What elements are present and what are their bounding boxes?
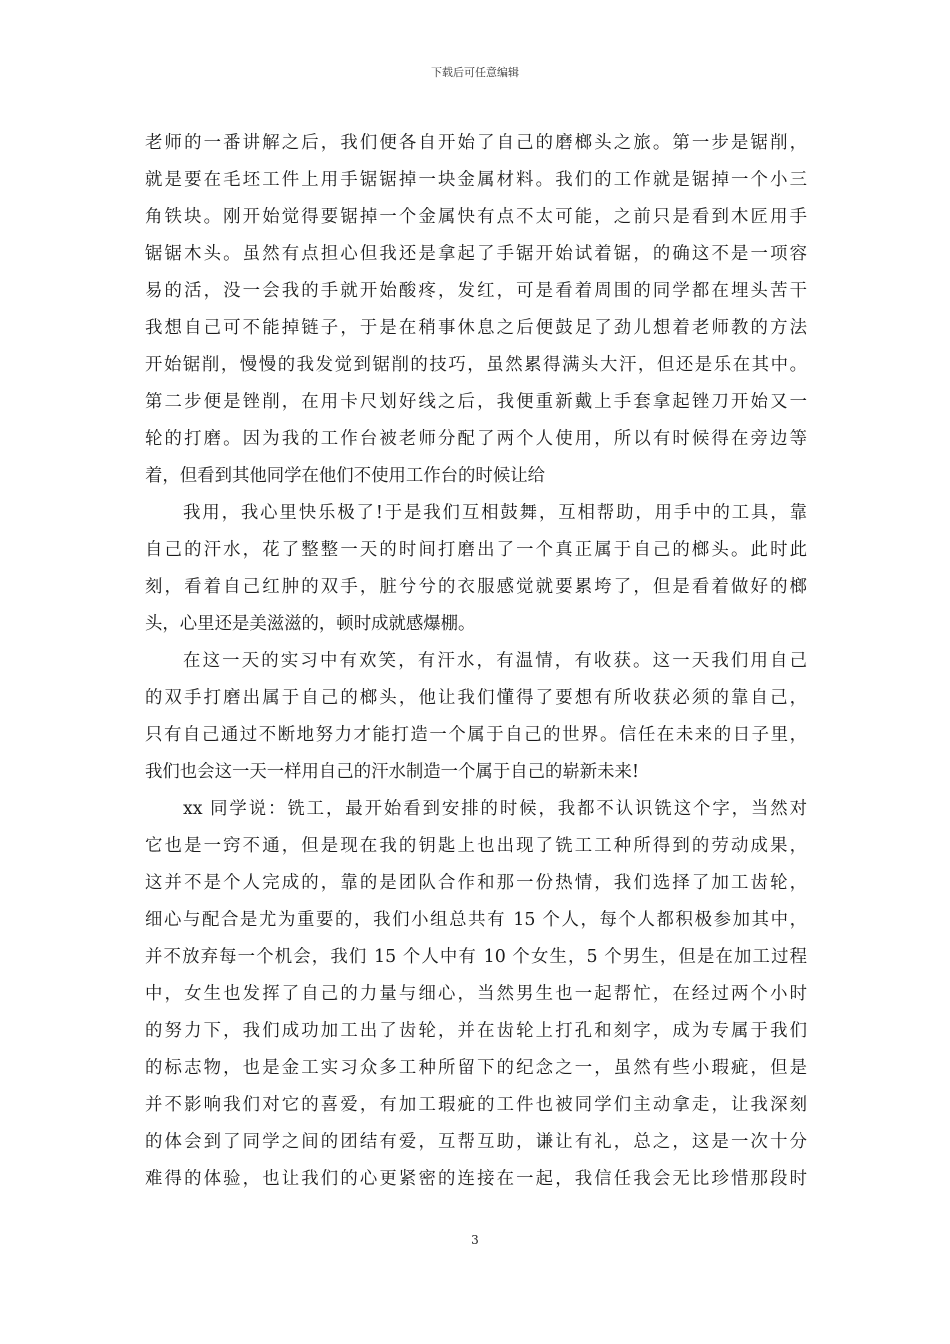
text-line: 角铁块。刚开始觉得要锯掉一个金属快有点不太可能，之前只是看到木匠用手 [145,207,807,227]
text-line: 轮的打磨。因为我的工作台被老师分配了两个人使用，所以有时候得在旁边等 [145,429,807,449]
paragraph [145,643,807,791]
page-number-text: 3 [471,1233,479,1247]
text-line: 我们也会这一天一样用自己的汗水制造一个属于自己的崭新未来! [145,762,639,782]
text-line: 这并不是个人完成的，靠的是团队合作和那一份热情，我们选择了加工齿轮， [145,873,807,893]
text-line: 并不影响我们对它的喜爱，有加工瑕疵的工件也被同学们主动拿走，让我深刻 [145,1095,807,1115]
paragraph [145,791,807,1198]
text-line: 第二步便是锉削，在用卡尺划好线之后，我便重新戴上手套拿起锉刀开始又一 [145,392,807,412]
text-line: 只有自己通过不断地努力才能打造一个属于自己的世界。信任在未来的日子里， [145,725,807,745]
page-header [0,66,950,80]
paragraph [145,495,807,643]
text-line: 我用，我心里快乐极了!于是我们互相鼓舞，互相帮助，用手中的工具，靠 [183,503,807,523]
text-line: 易的活，没一会我的手就开始酸疼，发红，可是看着周围的同学都在埋头苦干 [145,281,807,301]
text-line: 开始锯削，慢慢的我发觉到锯削的技巧，虽然累得满头大汗，但还是乐在其中。 [145,355,807,375]
text-line: 自己的汗水，花了整整一天的时间打磨出了一个真正属于自己的榔头。此时此 [145,540,807,560]
text-line: 的努力下，我们成功加工出了齿轮，并在齿轮上打孔和刻字，成为专属于我们 [145,1021,807,1041]
text-line: 的双手打磨出属于自己的榔头，他让我们懂得了要想有所收获必须的靠自己， [145,688,807,708]
text-line: 锯锯木头。虽然有点担心但我还是拿起了手锯开始试着锯，的确这不是一项容 [145,244,807,264]
text-line: 它也是一窍不通，但是现在我的钥匙上也出现了铣工工种所得到的劳动成果， [145,836,807,856]
text-line: xx 同学说：铣工，最开始看到安排的时候，我都不认识铣这个字，当然对 [183,799,807,819]
text-line: 细心与配合是尤为重要的，我们小组总共有 15 个人，每个人都积极参加其中， [145,910,807,930]
text-line: 的标志物，也是金工实习众多工种所留下的纪念之一，虽然有些小瑕疵，但是 [145,1058,807,1078]
text-line: 老师的一番讲解之后，我们便各自开始了自己的磨榔头之旅。第一步是锯削， [145,133,807,153]
text-line: 就是要在毛坯工件上用手锯锯掉一块金属材料。我们的工作就是锯掉一个小三 [145,170,807,190]
header-text: 下载后可任意编辑 [431,66,519,79]
page-number [0,1233,950,1247]
text-line: 我想自己可不能掉链子，于是在稍事休息之后便鼓足了劲儿想着老师教的方法 [145,318,807,338]
text-line: 头，心里还是美滋滋的，顿时成就感爆棚。 [145,614,476,634]
document-body [145,125,807,1198]
paragraph [145,125,807,495]
text-line: 中，女生也发挥了自己的力量与细心，当然男生也一起帮忙，在经过两个小时 [145,984,807,1004]
text-line: 并不放弃每一个机会，我们 15 个人中有 10 个女生，5 个男生，但是在加工过程 [145,947,807,967]
text-line: 的体会到了同学之间的团结有爱，互帮互助，谦让有礼，总之，这是一次十分 [145,1132,807,1152]
text-line: 难得的体验，也让我们的心更紧密的连接在一起，我信任我会无比珍惜那段时 [145,1169,807,1189]
text-line: 刻，看着自己红肿的双手，脏兮兮的衣服感觉就要累垮了，但是看着做好的榔 [145,577,807,597]
text-line: 着，但看到其他同学在他们不使用工作台的时候让给 [145,466,545,486]
text-line: 在这一天的实习中有欢笑，有汗水，有温情，有收获。这一天我们用自己 [183,651,807,671]
